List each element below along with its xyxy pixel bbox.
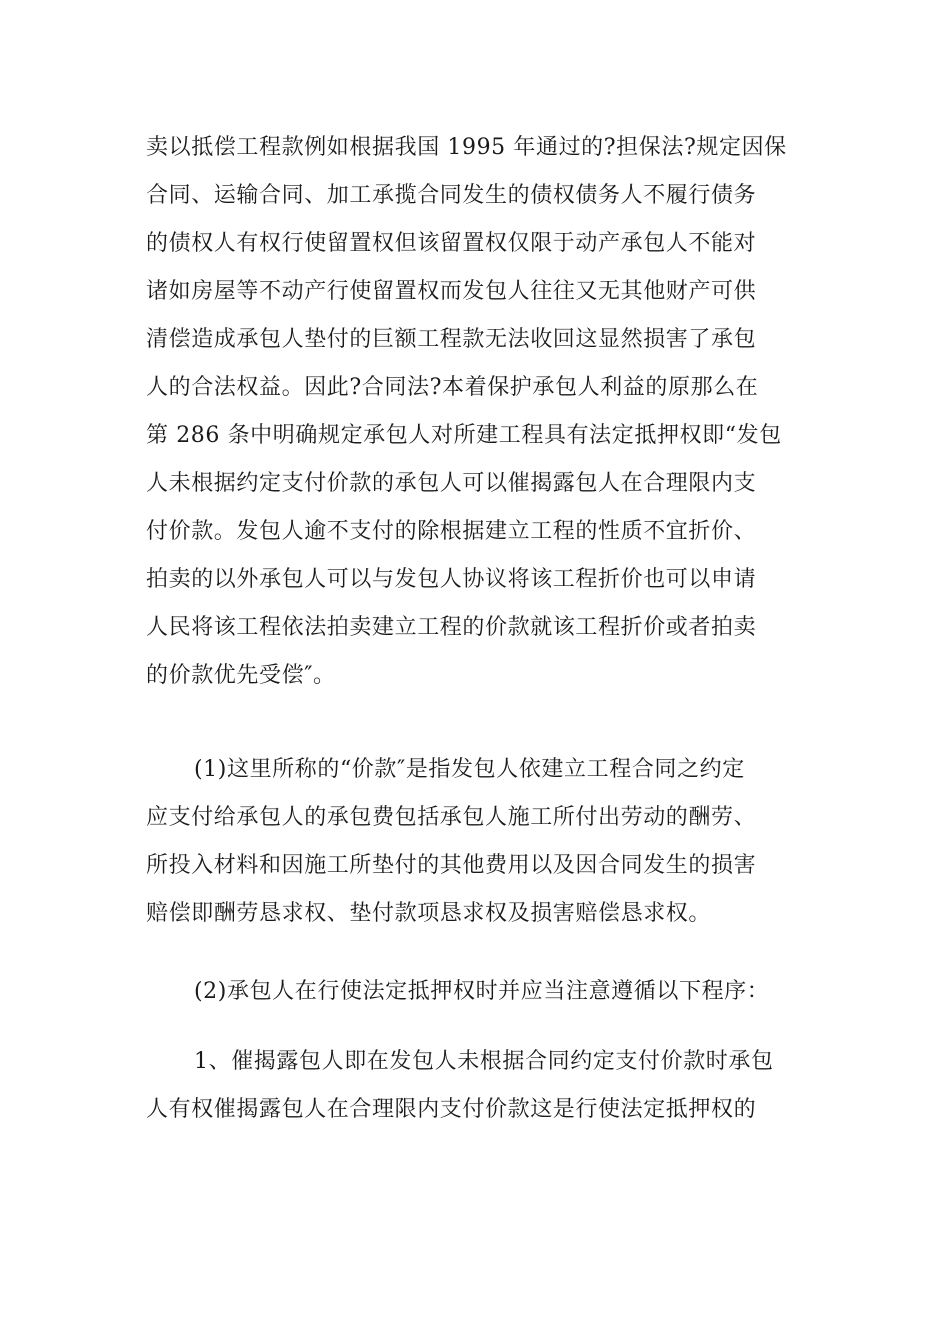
text-line: 人未根据约定支付价款的承包人可以催揭露包人在合理限内支 bbox=[146, 471, 757, 496]
paragraph-2 bbox=[146, 746, 816, 938]
text-line: 所投入材料和因施工所垫付的其他费用以及因合同发生的损害 bbox=[146, 853, 757, 878]
text-line: (1)这里所称的“价款″是指发包人依建立工程合同之约定 bbox=[194, 757, 745, 782]
text-line: 赔偿即酬劳恳求权、垫付款项恳求权及损害赔偿恳求权。 bbox=[146, 901, 712, 926]
text-line: 合同、运输合同、加工承揽合同发生的债权债务人不履行债务 bbox=[146, 183, 757, 208]
text-line: 付价款。发包人逾不支付的除根据建立工程的性质不宜折价、 bbox=[146, 519, 757, 544]
text-line: 应支付给承包人的承包费包括承包人施工所付出劳动的酬劳、 bbox=[146, 805, 757, 830]
text-line: (2)承包人在行使法定抵押权时并应当注意遵循以下程序： bbox=[194, 979, 770, 1004]
paragraph-4 bbox=[146, 1038, 816, 1134]
text-line: 拍卖的以外承包人可以与发包人协议将该工程折价也可以申请 bbox=[146, 567, 757, 592]
text-line: 清偿造成承包人垫付的巨额工程款无法收回这显然损害了承包 bbox=[146, 327, 757, 352]
paragraph-1 bbox=[146, 124, 816, 700]
text-line: 人民将该工程依法拍卖建立工程的价款就该工程折价或者拍卖 bbox=[146, 615, 757, 640]
text-line: 人有权催揭露包人在合理限内支付价款这是行使法定抵押权的 bbox=[146, 1097, 757, 1122]
text-line: 人的合法权益。因此?合同法?本着保护承包人利益的原那么在 bbox=[146, 375, 759, 400]
text-line: 第 286 条中明确规定承包人对所建工程具有法定抵押权即“发包 bbox=[146, 423, 782, 448]
text-line: 的价款优先受偿″。 bbox=[146, 663, 336, 688]
text-line: 的债权人有权行使留置权但该留置权仅限于动产承包人不能对 bbox=[146, 231, 757, 256]
text-line: 诸如房屋等不动产行使留置权而发包人往往又无其他财产可供 bbox=[146, 279, 757, 304]
text-line: 1、催揭露包人即在发包人未根据合同约定支付价款时承包 bbox=[194, 1049, 774, 1074]
text-line: 卖以抵偿工程款例如根据我国 1995 年通过的?担保法?规定因保 bbox=[146, 135, 787, 160]
paragraph-3 bbox=[146, 968, 816, 1016]
